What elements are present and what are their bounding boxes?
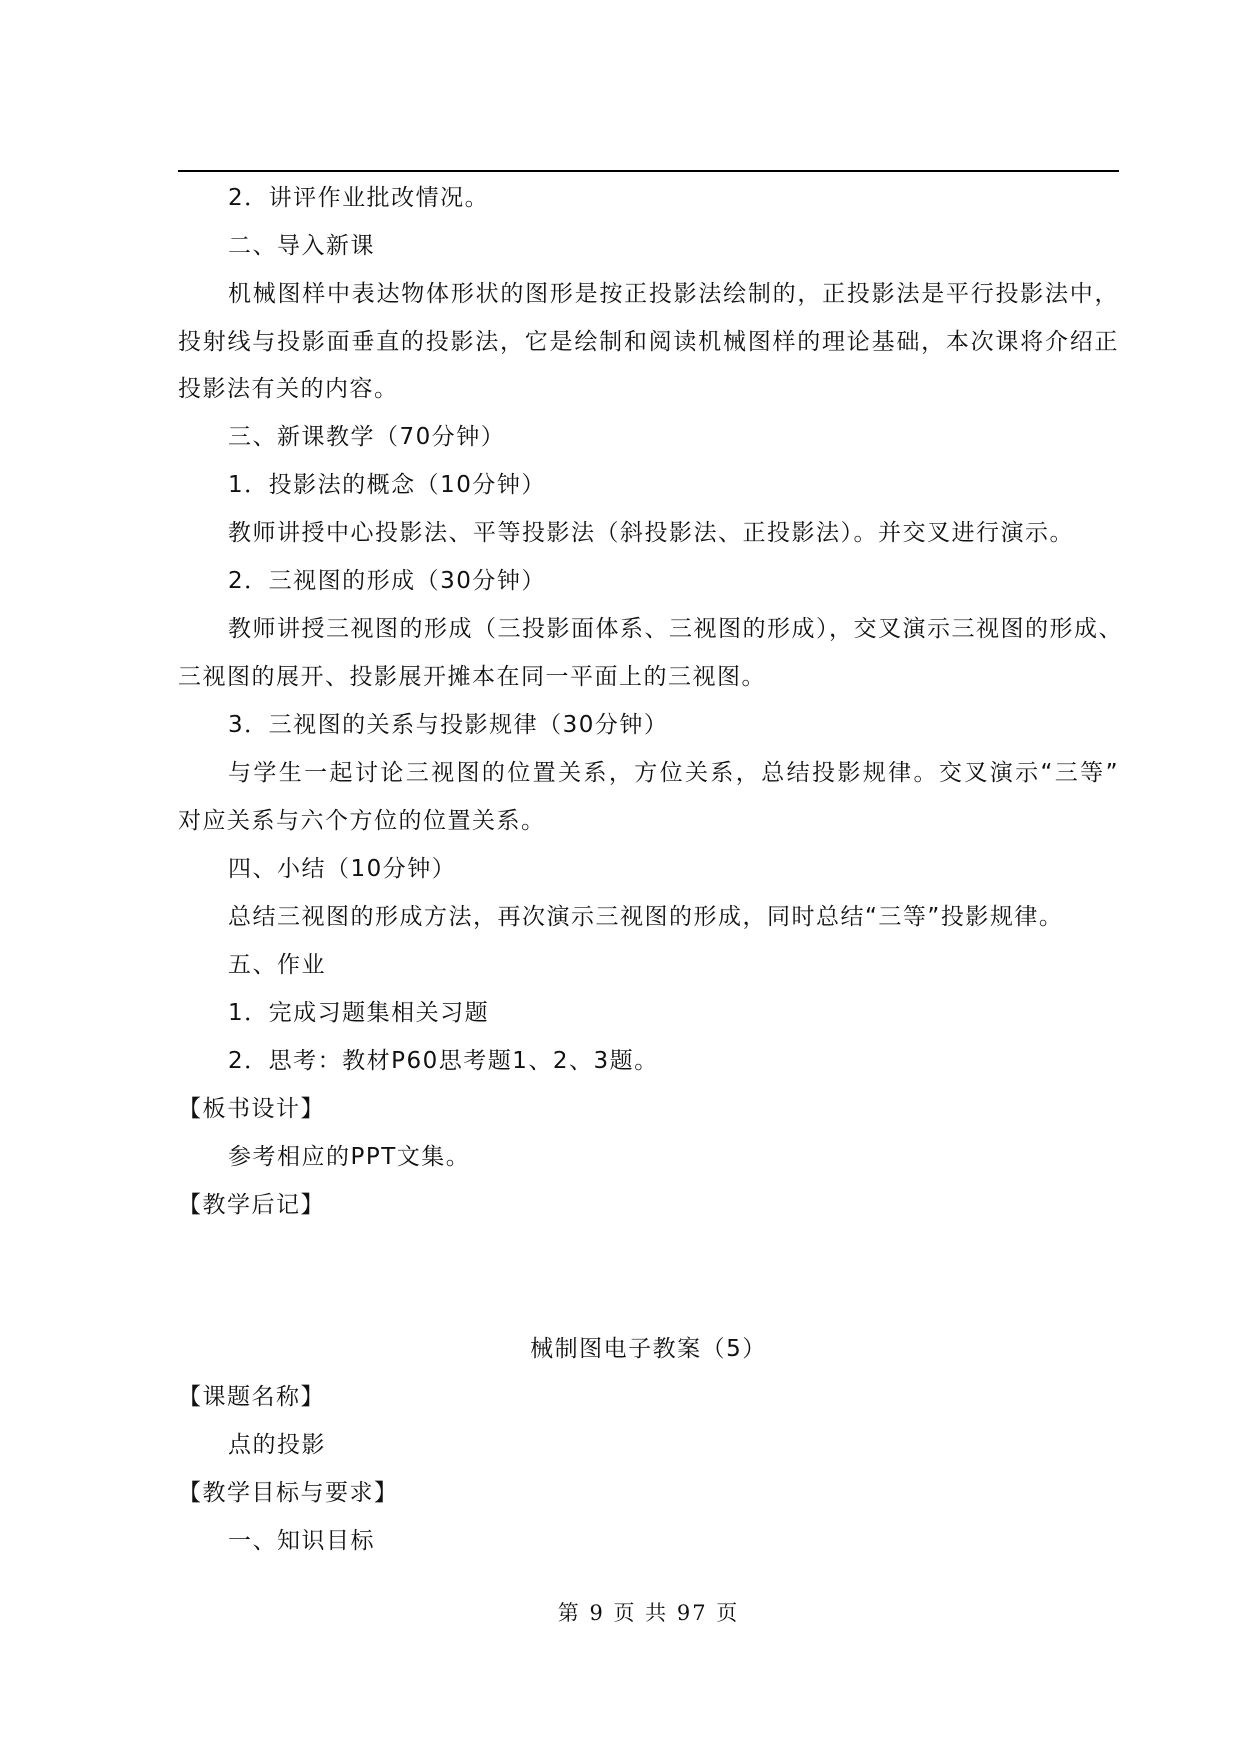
section-heading: 一、知识目标 [228,1528,375,1554]
section-heading: 四、小结（10分钟） [228,856,457,882]
text-line: 2．讲评作业批改情况。 [228,185,490,211]
lesson-title: 械制图电子教案（5） [530,1336,767,1362]
paragraph-line: 投射线与投影面垂直的投影法，它是绘制和阅读机械图样的理论基础，本次课将介绍正 [178,329,1119,355]
section-heading: 五、作业 [228,952,326,978]
paragraph-line: 教师讲授中心投影法、平等投影法（斜投影法、正投影法）。并交叉进行演示。 [228,520,1074,546]
bracket-heading: 【教学后记】 [178,1192,325,1218]
paragraph-line: 与学生一起讨论三视图的位置关系，方位关系，总结投影规律。交叉演示“三等” [228,760,1119,786]
section-heading: 三、新课教学（70分钟） [228,424,506,450]
subsection-heading: 1．投影法的概念（10分钟） [228,472,546,498]
page-footer: 第 9 页 共 97 页 [557,1601,740,1625]
paragraph-line: 对应关系与六个方位的位置关系。 [178,808,546,834]
paragraph-line: 机械图样中表达物体形状的图形是按正投影法绘制的，正投影法是平行投影法中， [228,281,1119,307]
header-rule [178,170,1119,172]
paragraph-line: 教师讲授三视图的形成（三投影面体系、三视图的形成），交叉演示三视图的形成、 [228,616,1123,642]
bracket-heading: 【教学目标与要求】 [178,1480,399,1506]
paragraph-line: 三视图的展开、投影展开摊本在同一平面上的三视图。 [178,664,766,690]
paragraph-line: 投影法有关的内容。 [178,376,399,402]
paragraph-line: 点的投影 [228,1432,326,1458]
subsection-heading: 2．三视图的形成（30分钟） [228,568,546,594]
paragraph-line: 参考相应的PPT文集。 [228,1144,471,1170]
list-item: 1．完成习题集相关习题 [228,1000,490,1026]
bracket-heading: 【课题名称】 [178,1384,325,1410]
paragraph-line: 总结三视图的形成方法，再次演示三视图的形成，同时总结“三等”投影规律。 [228,904,1064,930]
list-item: 2．思考：教材P60思考题1、2、3题。 [228,1048,659,1074]
section-heading: 二、导入新课 [228,233,375,259]
bracket-heading: 【板书设计】 [178,1096,325,1122]
subsection-heading: 3．三视图的关系与投影规律（30分钟） [228,712,669,738]
